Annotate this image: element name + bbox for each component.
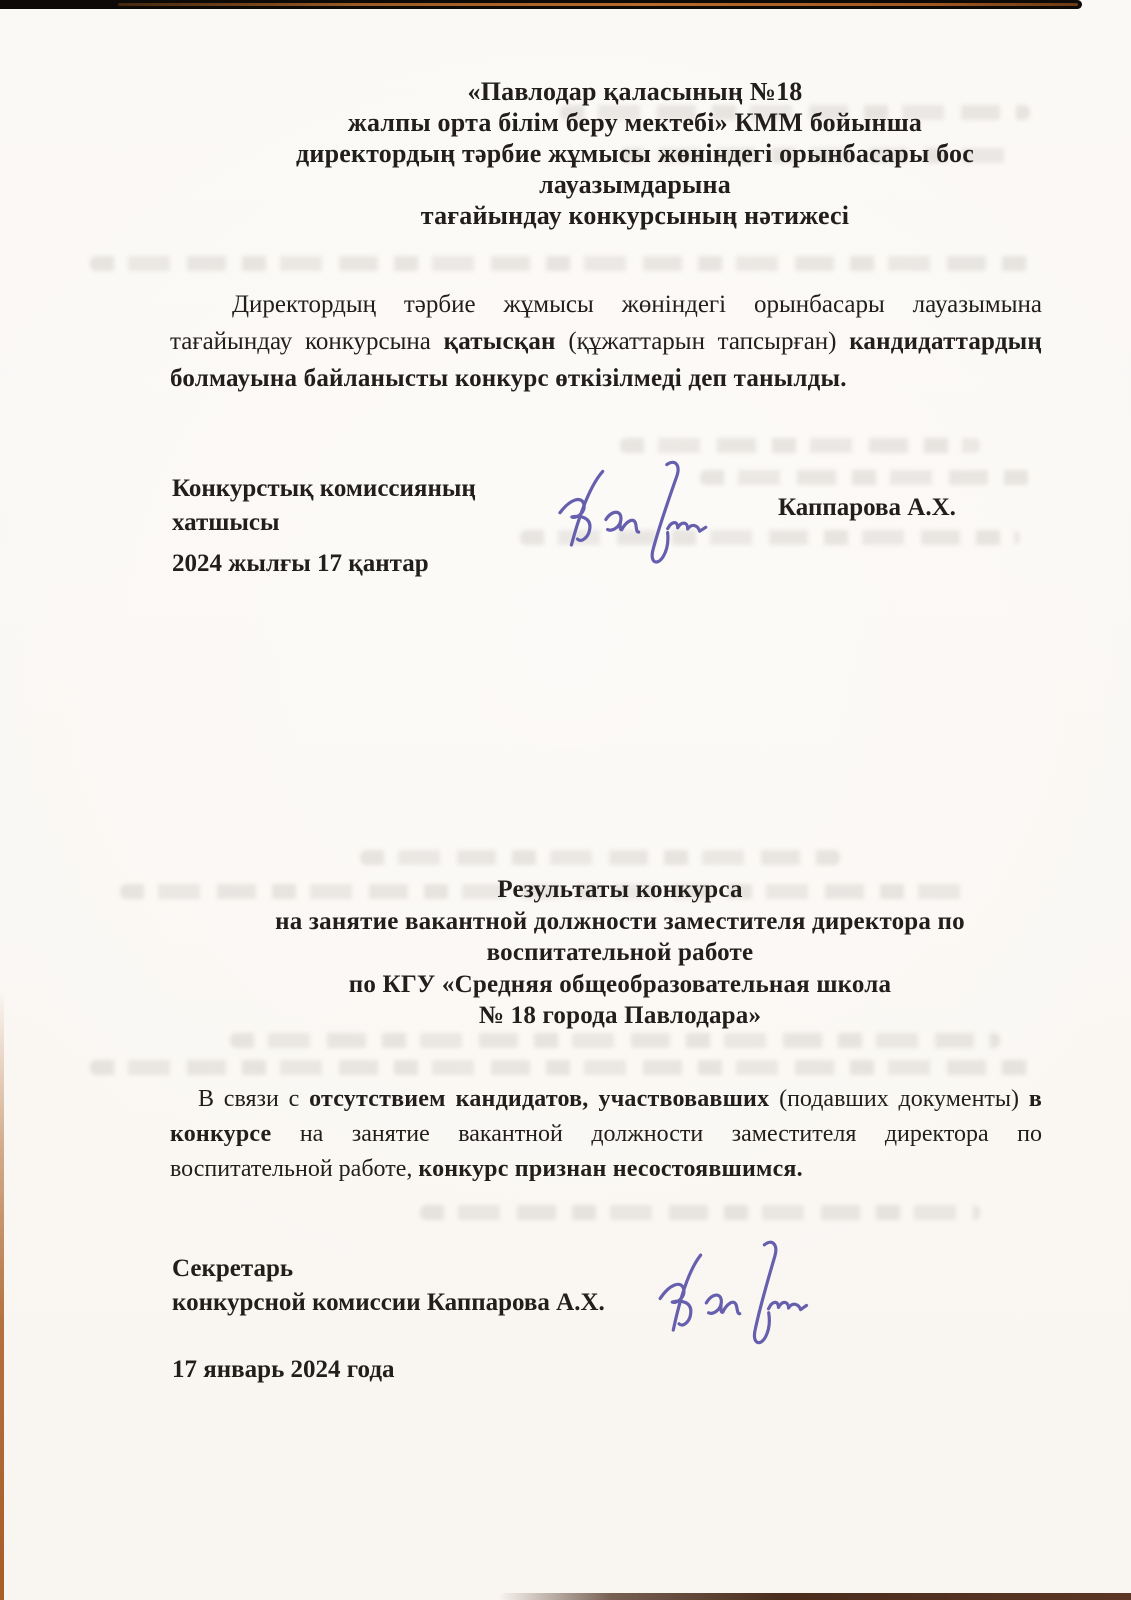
kk-signer-name: Каппарова А.Х. xyxy=(778,494,956,521)
ru-title-line-1: Результаты конкурса xyxy=(497,876,743,903)
kk-title-line-5: тағайындау конкурсының нәтижесі xyxy=(420,201,850,230)
bleed-through-artifact xyxy=(230,1033,1000,1048)
ru-title-line-4: по КГУ «Средняя общеобразовательная школа xyxy=(348,970,892,998)
ru-title-line-5: № 18 города Павлодара» xyxy=(478,1002,762,1029)
ru-par-segment-bold: отсутствием кандидатов, участвовавших xyxy=(309,1086,770,1112)
scanner-edge-bottom xyxy=(498,1593,1131,1600)
handwritten-signature xyxy=(547,449,717,574)
bleed-through-artifact xyxy=(360,850,840,865)
kk-signer-role-line-1: Конкурстық комиссияның xyxy=(172,475,476,502)
ru-par-segment-bold: в конкурсе xyxy=(170,1086,1042,1147)
ru-signer-role xyxy=(172,1252,605,1320)
scanner-edge-left xyxy=(0,990,4,1600)
kk-body-paragraph xyxy=(170,286,1042,397)
ru-body-paragraph xyxy=(170,1082,1042,1187)
kk-title-line-3: директордың тәрбие жұмысы жөніндегі орынбасары бос xyxy=(296,139,974,168)
ru-signer-role-line-2: конкурсной комиссии Каппарова А.Х. xyxy=(172,1289,605,1316)
bleed-through-artifact xyxy=(90,1060,1040,1075)
kk-par-segment-bold: қатысқан xyxy=(443,328,556,355)
kk-par-segment: Директордың тәрбие жұмысы жөніндегі орынбасары лауазымына тағайындау конкурсына xyxy=(170,291,1042,355)
handwritten-signature xyxy=(646,1229,818,1357)
kk-title-line-4: лауазымдарына xyxy=(539,170,731,199)
ru-par-segment: на занятие вакантной должности заместителя директора по воспитательной работе, xyxy=(170,1121,1042,1182)
kk-document-date: 2024 жылғы 17 қантар xyxy=(172,550,429,577)
kk-signer-role xyxy=(172,472,476,540)
ru-document-date: 17 январь 2024 года xyxy=(172,1356,395,1383)
ru-par-segment-bold: конкурс признан несостоявшимся. xyxy=(418,1156,803,1182)
ru-title-line-3: воспитательной работе xyxy=(486,939,754,966)
kk-title-line-1: «Павлодар қаласының №18 xyxy=(467,77,803,106)
kk-signer-role-line-2: хатшысы xyxy=(172,509,280,536)
ru-document-title xyxy=(200,874,1040,1032)
ru-par-segment: В связи с xyxy=(198,1086,310,1112)
ru-par-segment: (подавших документы) xyxy=(769,1086,1029,1112)
kk-par-segment-bold: кандидаттардың болмауына байланысты конкурс өткізілмеді деп танылды. xyxy=(170,328,1042,392)
kk-document-title xyxy=(248,76,1022,231)
kk-title-line-2: жалпы орта білім беру мектебі» КММ бойынша xyxy=(347,108,923,137)
ru-title-line-2: на занятие вакантной должности заместителя директора по xyxy=(275,907,965,935)
kk-par-segment: (құжаттарын тапсырған) xyxy=(555,328,850,355)
ru-signer-role-line-1: Секретарь xyxy=(172,1255,294,1282)
bleed-through-artifact xyxy=(700,470,1030,485)
bleed-through-artifact xyxy=(90,256,1040,271)
bleed-through-artifact xyxy=(420,1205,980,1220)
scanner-edge-top xyxy=(0,0,1082,9)
